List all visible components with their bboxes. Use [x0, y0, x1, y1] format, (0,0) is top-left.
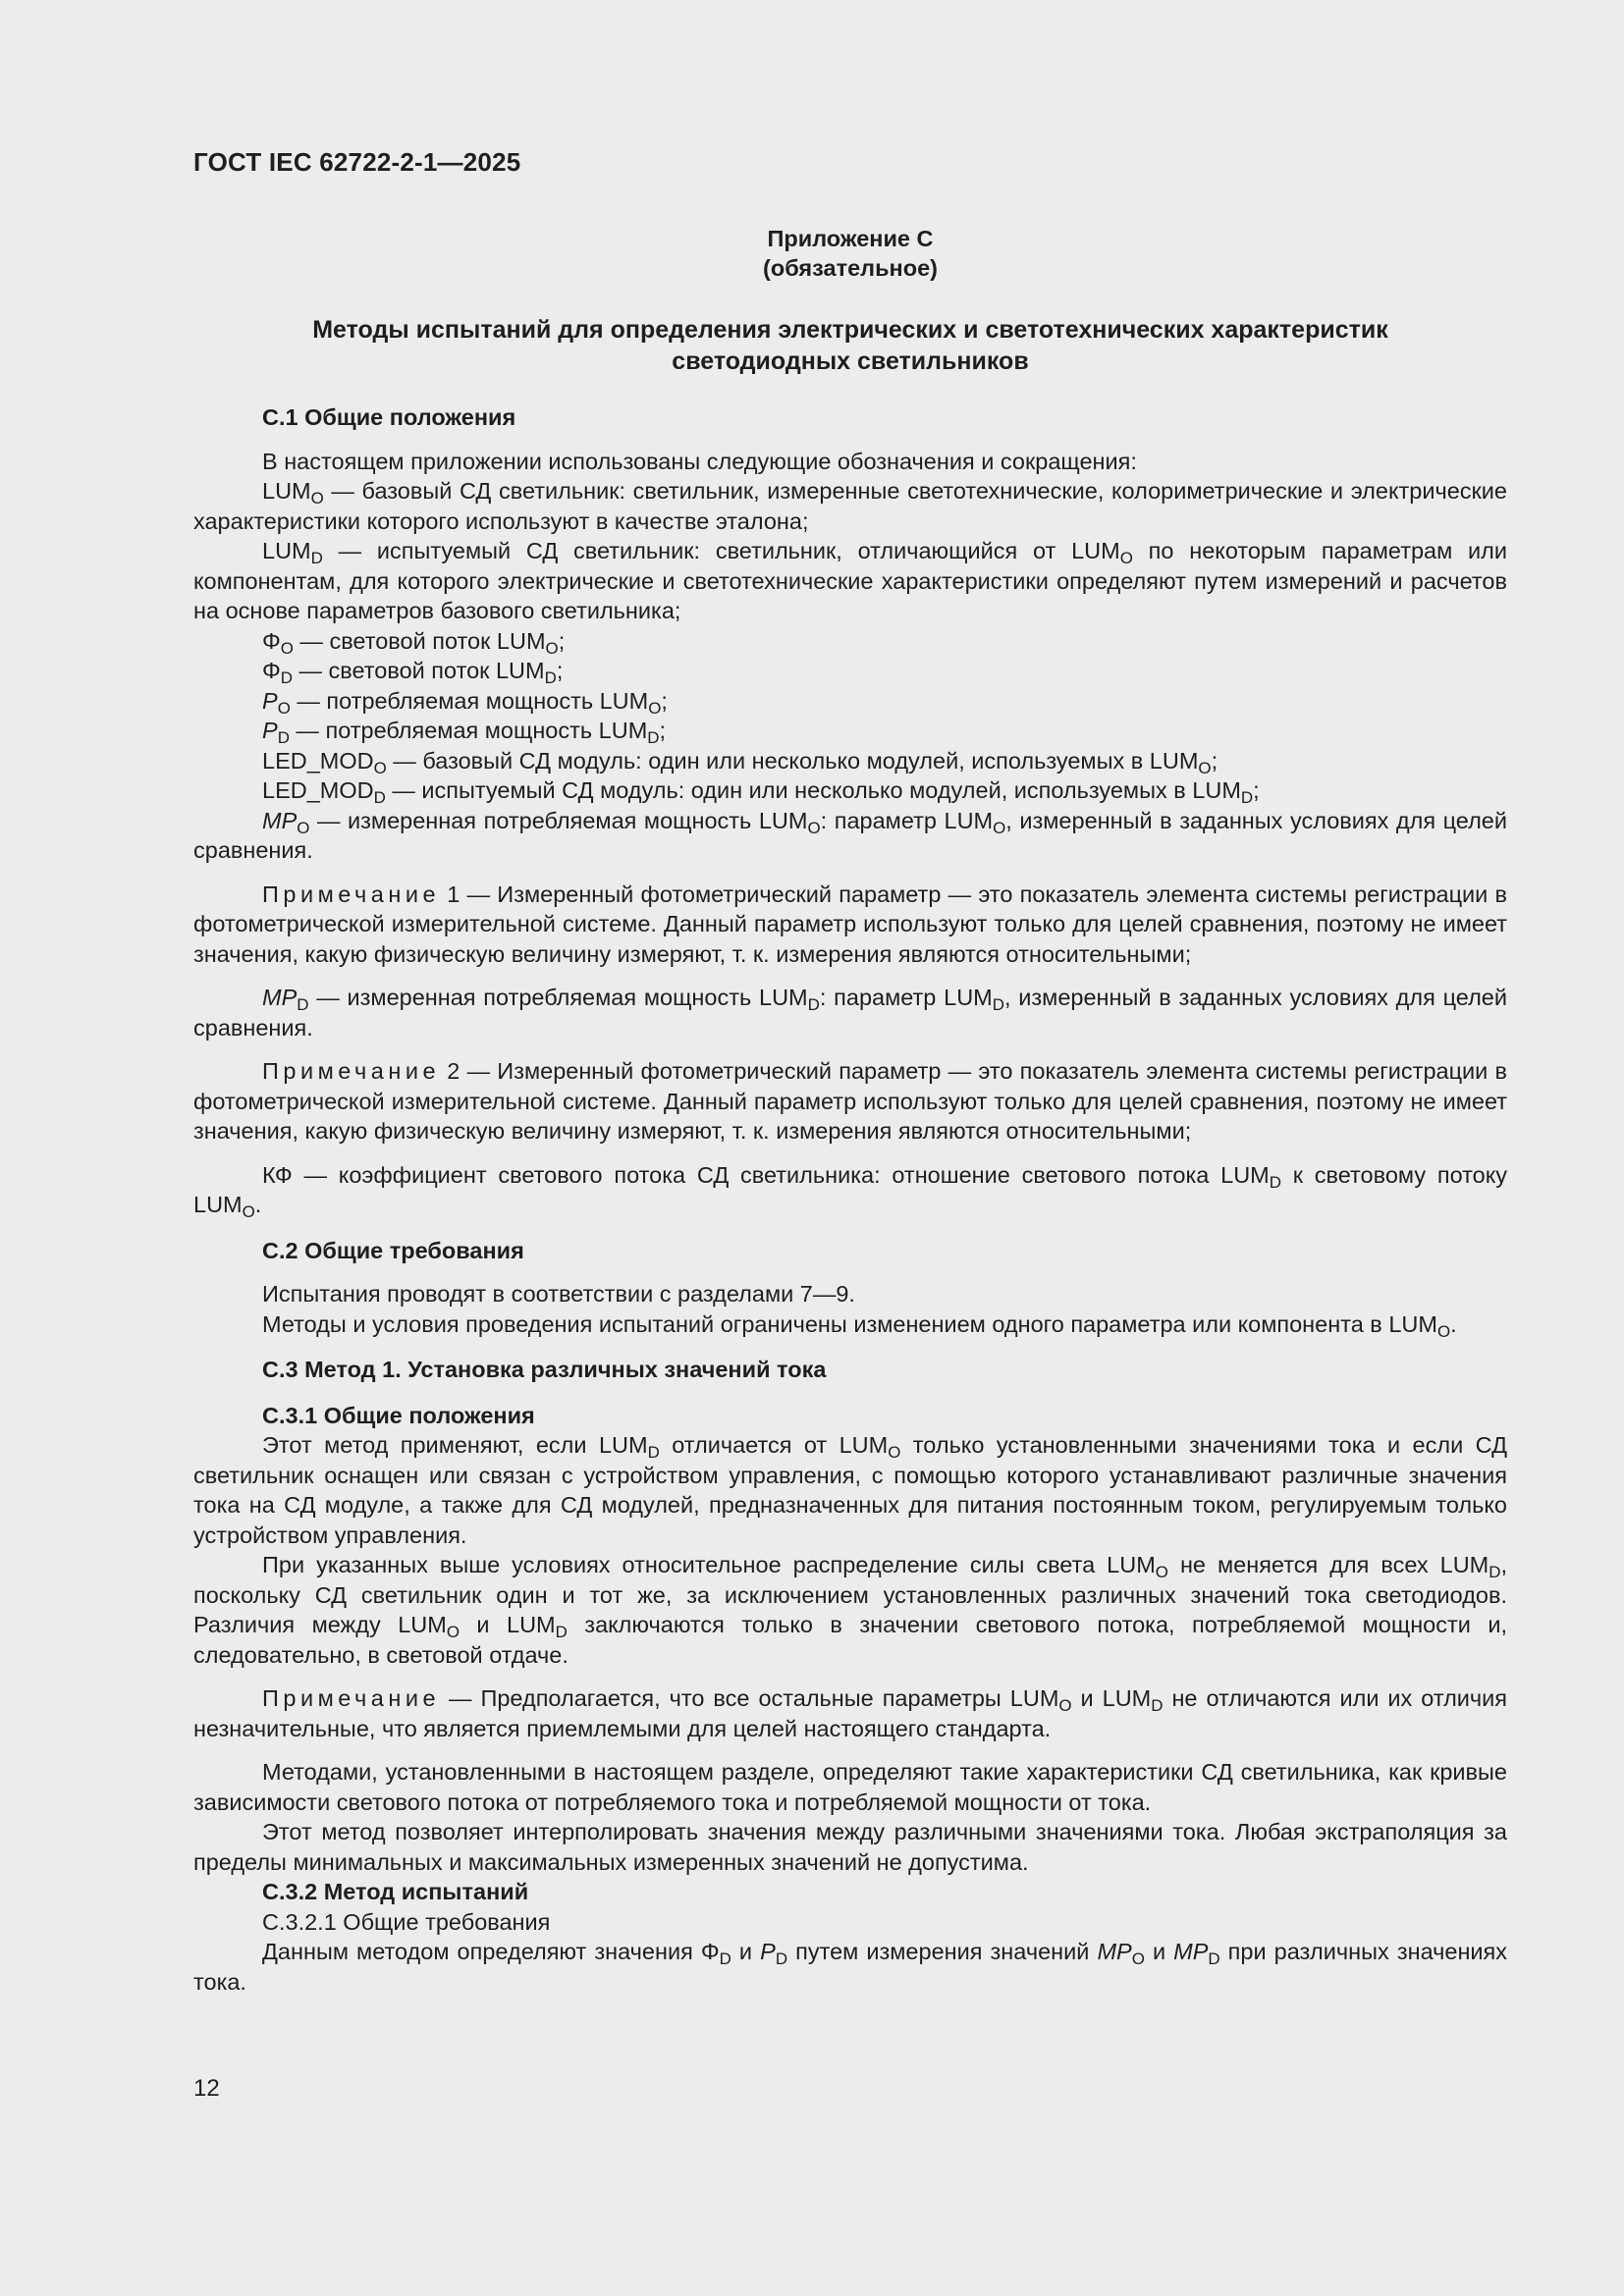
- section-c2-heading: С.2 Общие требования: [262, 1237, 524, 1263]
- c31-paragraph-4: Этот метод позволяет интерполировать значения между различными значениями тока. Любая экстраполяция за пределы минимальных и максимальных измеренных значений не допустима.: [193, 1819, 1507, 1875]
- section-c31-heading: С.3.1 Общие положения: [262, 1402, 535, 1428]
- def-lumo: $LUM_O$ — базовый СД светильник: светильник, измеренные светотехнические, колориметрические и электрические характеристики которого используют в качестве эталона;: [193, 478, 1507, 534]
- appendix-heading: [193, 314, 1507, 377]
- c31-paragraph-1: Этот метод применяют, если $LUM_D$ отличается от $LUM_O$ только установленными значениями тока и если СД светильник оснащен или связан с устройством управления, с помощью которого устанавливают различные значения тока на СД модуле, а также для СД модулей, предназначенных для питания постоянным током, регулируемым только устройством управления.: [193, 1432, 1508, 1548]
- def-phi-o: $\Phi_O$ — световой поток $LUM_O$;: [262, 627, 566, 658]
- appendix-heading-line1: Методы испытаний для определения электрических и светотехнических характеристик: [312, 316, 1388, 344]
- c31-paragraph-2: При указанных выше условиях относительное распределение силы света $LUM_O$ не меняется для всех $LUM_D$, поскольку СД светильник один и тот же, за исключением установленных различных значений тока светодиодов. Различия между $LUM_O$ и $LUM_D$ заключаются только в значении светового потока, потребляемой мощности и, следовательно, в световой отдаче.: [193, 1552, 1507, 1668]
- section-c1-heading: С.1 Общие положения: [262, 404, 516, 430]
- c321-paragraph-1: Данным методом определяют значения $\Phi_D$ и $P_D$ путем измерения значений $MP_O$ и $MP_D$ при различных значениях тока.: [193, 1939, 1508, 1995]
- def-phi-d: $\Phi_D$ — световой поток $LUM_D$;: [262, 658, 564, 687]
- def-p-o: $P_O$ — потребляемая мощность $LUM_O$;: [262, 687, 668, 718]
- note-3: Примечание — Предполагается, что все остальные параметры $LUM_O$ и $LUM_D$ не отличаются или их отличия незначительные, что является приемлемыми для целей настоящего стандарта.: [193, 1685, 1508, 1741]
- def-p-d: $P_D$ — потребляемая мощность $LUM_D$;: [262, 718, 667, 747]
- c2-paragraph-1: Испытания проводят в соответствии с разделами 7—9.: [262, 1281, 855, 1307]
- def-lumd: $LUM_D$ — испытуемый СД светильник: светильник, отличающийся от $LUM_O$ по некоторым параметрам или компонентам, для которого электрические и светотехнические характеристики определяют путем измерений и расчетов на основе параметров базового светильника;: [193, 538, 1507, 623]
- c31-paragraph-3: Методами, установленными в настоящем разделе, определяют такие характеристики СД светильника, как кривые зависимости светового потока от потребляемого тока и потребляемой мощности от тока.: [193, 1759, 1507, 1815]
- section-c321-heading: С.3.2.1 Общие требования: [262, 1908, 551, 1935]
- standard-id: ГОСТ IEC 62722-2-1—2025: [193, 147, 521, 177]
- section-c3-heading: С.3 Метод 1. Установка различных значений тока: [262, 1357, 827, 1382]
- page-number: 12: [193, 2075, 220, 2102]
- def-kf: КФ — коэффициент светового потока СД светильника: отношение светового потока $LUM_D$ к световому потоку $LUM_O$.: [193, 1161, 1507, 1221]
- appendix-status: (обязательное): [763, 255, 938, 281]
- appendix-title: Приложение С: [767, 226, 934, 251]
- section-c32-heading: С.3.2 Метод испытаний: [262, 1879, 529, 1904]
- appendix-heading-line2: светодиодных светильников: [672, 347, 1029, 375]
- def-led-mod-d: $LED\_MOD_D$ — испытуемый СД модуль: один или несколько модулей, используемых в $LUM_D$;: [262, 777, 1260, 807]
- page-content: [193, 224, 1507, 1997]
- intro-paragraph: В настоящем приложении использованы следующие обозначения и сокращения:: [262, 448, 1137, 474]
- note-2: Примечание 2 — Измеренный фотометрический параметр — это показатель элемента системы регистрации в фотометрической измерительной системе. Данный параметр используют только для целей сравнения, поэтому не имеет значения, какую физическую величину измеряют, т. к. измерения являются относительными;: [193, 1058, 1508, 1144]
- def-mp-d: $MP_D$ — измеренная потребляемая мощность $LUM_D$: параметр $LUM_D$, измеренный в заданных условиях для целей сравнения.: [193, 985, 1508, 1041]
- c2-paragraph-2: Методы и условия проведения испытаний ограничены изменением одного параметра или компонента в $LUM_O$.: [262, 1310, 1457, 1341]
- note-1: Примечание 1 — Измеренный фотометрический параметр — это показатель элемента системы регистрации в фотометрической измерительной системе. Данный параметр используют только для целей сравнения, поэтому не имеет значения, какую физическую величину измеряют, т. к. измерения являются относительными;: [193, 881, 1508, 967]
- def-mp-o: $MP_O$ — измеренная потребляемая мощность $LUM_O$: параметр $LUM_O$, измеренный в заданных условиях для целей сравнения.: [193, 807, 1508, 863]
- def-led-mod-o: $LED\_MOD_O$ — базовый СД модуль: один или несколько модулей, используемых в $LUM_O$;: [262, 747, 1218, 777]
